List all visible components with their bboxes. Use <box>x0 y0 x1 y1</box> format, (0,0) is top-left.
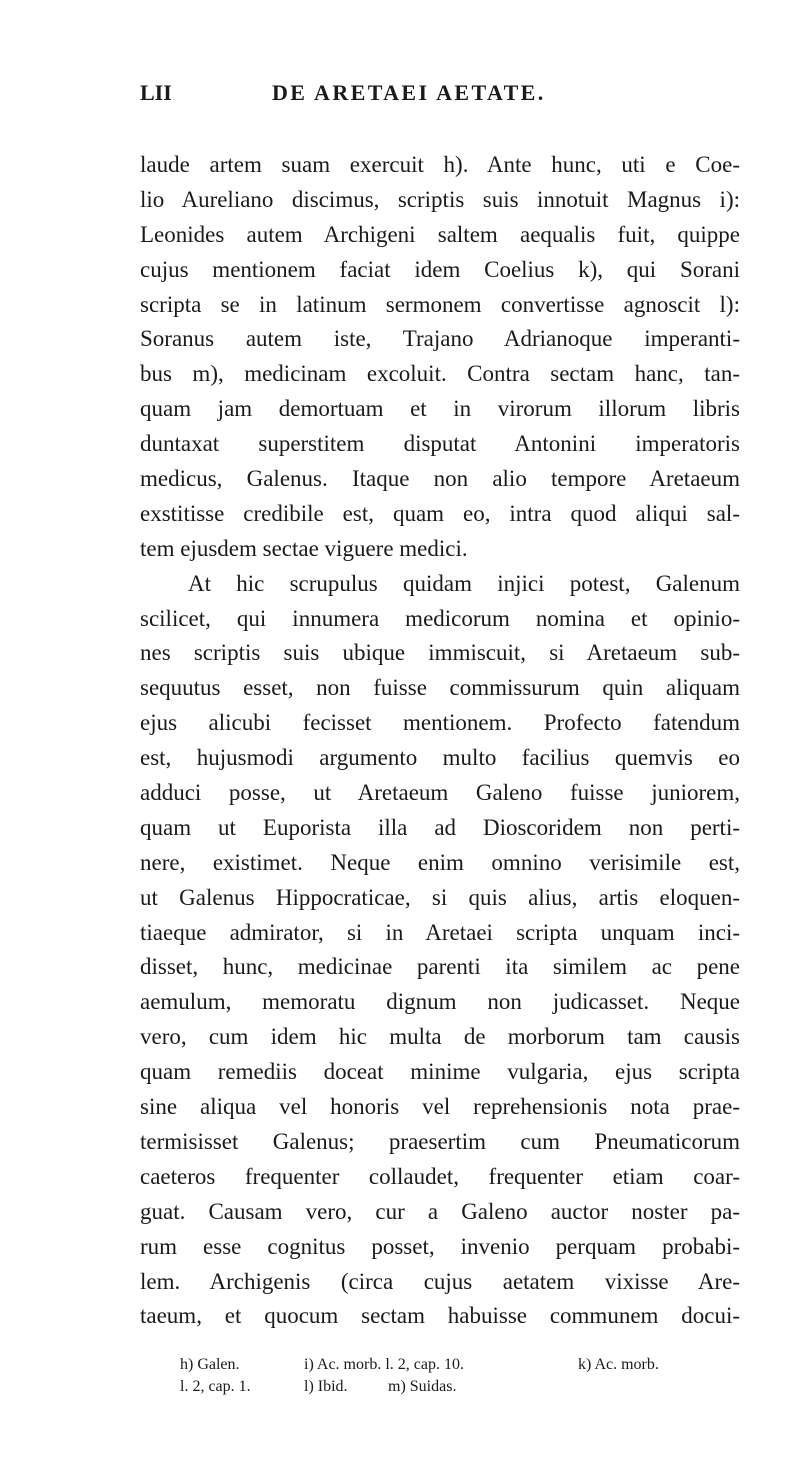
text-line: Leonides autem Archigeni saltem aequalis fuit, quippe <box>140 221 740 247</box>
running-title: DE ARETAEI AETATE. <box>272 80 546 105</box>
text-line: lem. Archigenis (circa cujus aetatem vixisse Are- <box>140 1268 740 1294</box>
footnote-k-continued: l. 2, cap. 1. <box>180 1378 251 1395</box>
text-line: lio Aureliano discimus, scriptis suis innotuit Magnus i): <box>140 186 740 212</box>
text-line: adduci posse, ut Aretaeum Galeno fuisse juniorem, <box>140 780 740 806</box>
text-line: disset, hunc, medicinae parenti ita similem ac pene <box>140 954 740 980</box>
text-line: vero, cum idem hic multa de morborum tam causis <box>140 1024 740 1050</box>
text-line: ejus alicubi fecisset mentionem. Profecto fatendum <box>140 710 740 736</box>
body-text <box>140 148 740 1334</box>
footnote-h: h) Galen. <box>180 1356 240 1373</box>
text-line: quam ut Euporista illa ad Dioscoridem non perti- <box>140 814 740 840</box>
text-line: scilicet, qui innumera medicorum nomina et opinio- <box>140 605 740 631</box>
footnotes <box>180 1354 740 1398</box>
running-head <box>140 80 740 110</box>
paragraph-first-line: At hic scrupulus quidam injici potest, Galenum <box>188 570 740 596</box>
text-line: bus m), medicinam excoluit. Contra sectam hanc, tan- <box>140 361 740 387</box>
text-line: ut Galenus Hippocraticae, si quis alius, artis eloquen- <box>140 884 740 910</box>
text-line: scripta se in latinum sermonem convertisse agnoscit l): <box>140 291 740 317</box>
text-line: taeum, et quocum sectam habuisse communem docui- <box>140 1303 740 1329</box>
text-line: sequutus esset, non fuisse commissurum quin aliquam <box>140 675 740 701</box>
footnote-k: k) Ac. morb. <box>578 1356 659 1373</box>
text-line: est, hujusmodi argumento multo facilius quemvis eo <box>140 745 740 771</box>
page-number: LII <box>140 80 172 105</box>
text-line: tiaeque admirator, si in Aretaei scripta unquam inci- <box>140 919 740 945</box>
footnote-line <box>180 1354 740 1376</box>
text-line: tem ejusdem sectae viguere medici. <box>140 535 468 561</box>
text-line: guat. Causam vero, cur a Galeno auctor noster pa- <box>140 1198 740 1224</box>
text-line: sine aliqua vel honoris vel reprehensionis nota prae- <box>140 1094 740 1120</box>
text-line: duntaxat superstitem disputat Antonini imperatoris <box>140 431 740 457</box>
footnote-m: m) Suidas. <box>388 1378 457 1395</box>
text-line: termisisset Galenus; praesertim cum Pneumaticorum <box>140 1128 740 1154</box>
text-line: aemulum, memoratu dignum non judicasset. Neque <box>140 989 740 1015</box>
footnote-line <box>180 1376 740 1398</box>
text-line: Soranus autem iste, Trajano Adrianoque imperanti- <box>140 326 740 352</box>
text-line: quam jam demortuam et in virorum illorum libris <box>140 396 740 422</box>
text-line: nere, existimet. Neque enim omnino verisimile est, <box>140 849 740 875</box>
text-line: rum esse cognitus posset, invenio perquam probabi- <box>140 1233 740 1259</box>
text-line: laude artem suam exercuit h). Ante hunc, uti e Coe- <box>140 152 740 177</box>
text-line: medicus, Galenus. Itaque non alio tempore Aretaeum <box>140 466 740 492</box>
text-line: cujus mentionem faciat idem Coelius k), qui Sorani <box>140 256 740 282</box>
footnote-l: l) Ibid. <box>304 1378 348 1395</box>
footnote-i: i) Ac. morb. l. 2, cap. 10. <box>304 1356 464 1373</box>
text-line: nes scriptis suis ubique immiscuit, si Aretaeum sub- <box>140 640 740 666</box>
text-line: caeteros frequenter collaudet, frequenter etiam coar- <box>140 1163 740 1189</box>
text-line: quam remediis doceat minime vulgaria, ejus scripta <box>140 1059 740 1085</box>
text-line: exstitisse credibile est, quam eo, intra quod aliqui sal- <box>140 500 740 526</box>
